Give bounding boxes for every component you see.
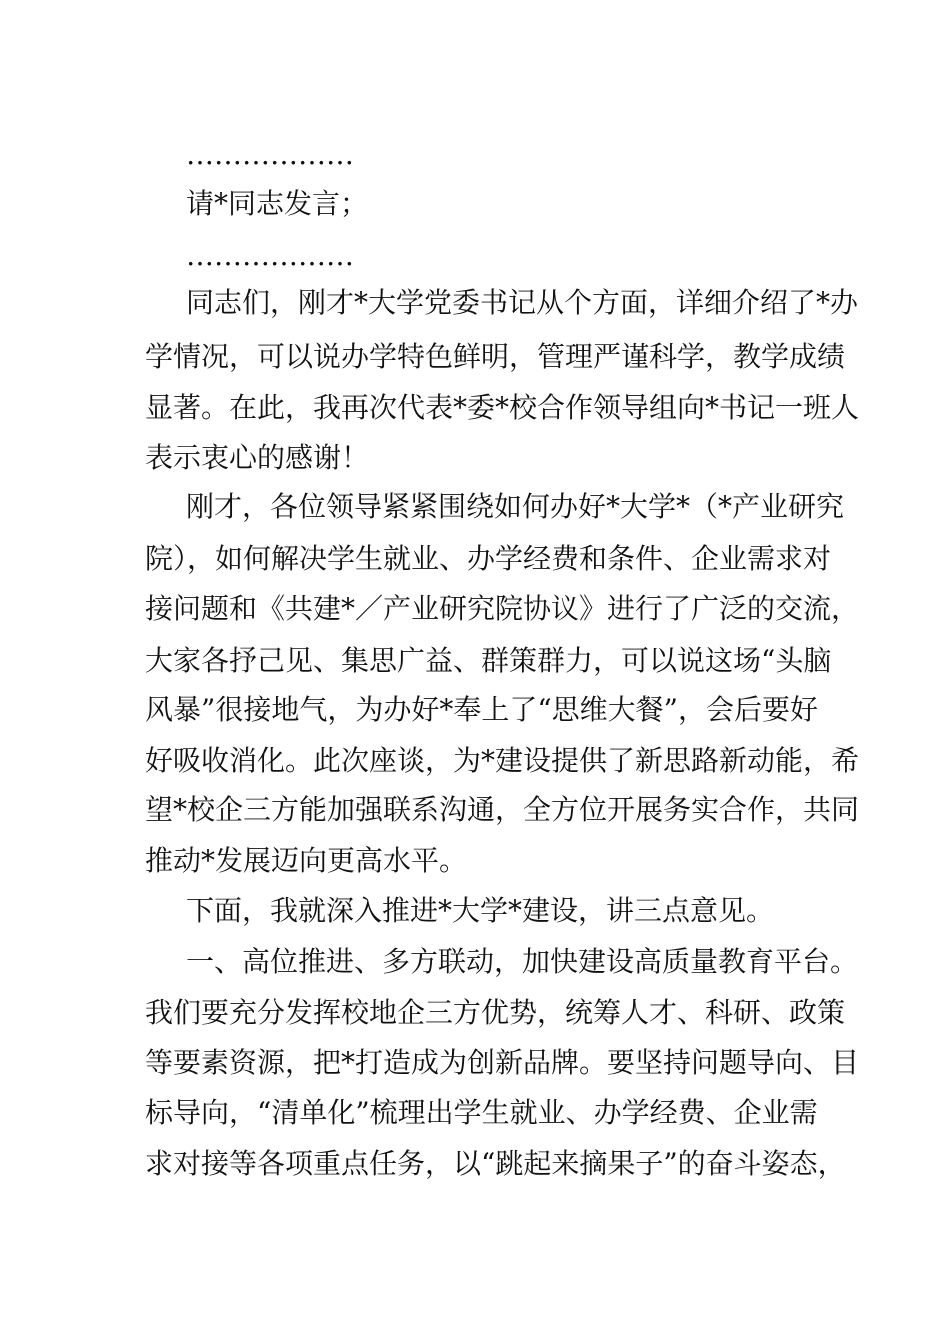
text-line: 望*校企三方能加强联系沟通，全方位开展务实合作，共同	[145, 793, 860, 826]
text-line: 推动*发展迈向更高水平。	[145, 844, 468, 877]
text-line: 学情况，可以说办学特色鲜明，管理严谨科学，教学成绩	[145, 340, 846, 373]
text-line: 求对接等各项重点任务，以“跳起来摘果子”的奋斗姿态，	[145, 1147, 846, 1180]
text-line: 同志们，刚才*大学党委书记从个方面，详细介绍了*办	[186, 286, 859, 319]
text-line: 请*同志发言；	[186, 187, 369, 220]
text-line: 标导向，“清单化”梳理出学生就业、办学经费、企业需	[145, 1096, 818, 1129]
text-line: 刚才，各位领导紧紧围绕如何办好*大学*（*产业研究	[186, 490, 845, 523]
text-line: ………………	[186, 239, 354, 272]
text-line: 表示衷心的感谢！	[145, 441, 370, 474]
text-line: 下面，我就深入推进*大学*建设，讲三点意见。	[186, 894, 775, 927]
text-line: 等要素资源，把*打造成为创新品牌。要坚持问题导向、目	[145, 1046, 860, 1079]
text-line: 接问题和《共建*／产业研究院协议》进行了广泛的交流，	[145, 592, 860, 625]
text-line: 一、高位推进、多方联动，加快建设高质量教育平台。	[186, 945, 859, 978]
text-line: 显著。在此，我再次代表*委*校合作领导组向*书记一班人	[145, 391, 860, 424]
text-line: 我们要充分发挥校地企三方优势，统筹人才、科研、政策	[145, 996, 846, 1029]
text-line: 大家各抒己见、集思广益、群策群力，可以说这场“头脑	[145, 644, 832, 677]
text-line: ………………	[186, 138, 354, 171]
text-line: 风暴”很接地气，为办好*奉上了“思维大餐”，会后要好	[145, 693, 818, 726]
text-line: 好吸收消化。此次座谈，为*建设提供了新思路新动能，希	[145, 744, 860, 777]
text-line: 院），如何解决学生就业、办学经费和条件、企业需求对	[145, 542, 832, 575]
